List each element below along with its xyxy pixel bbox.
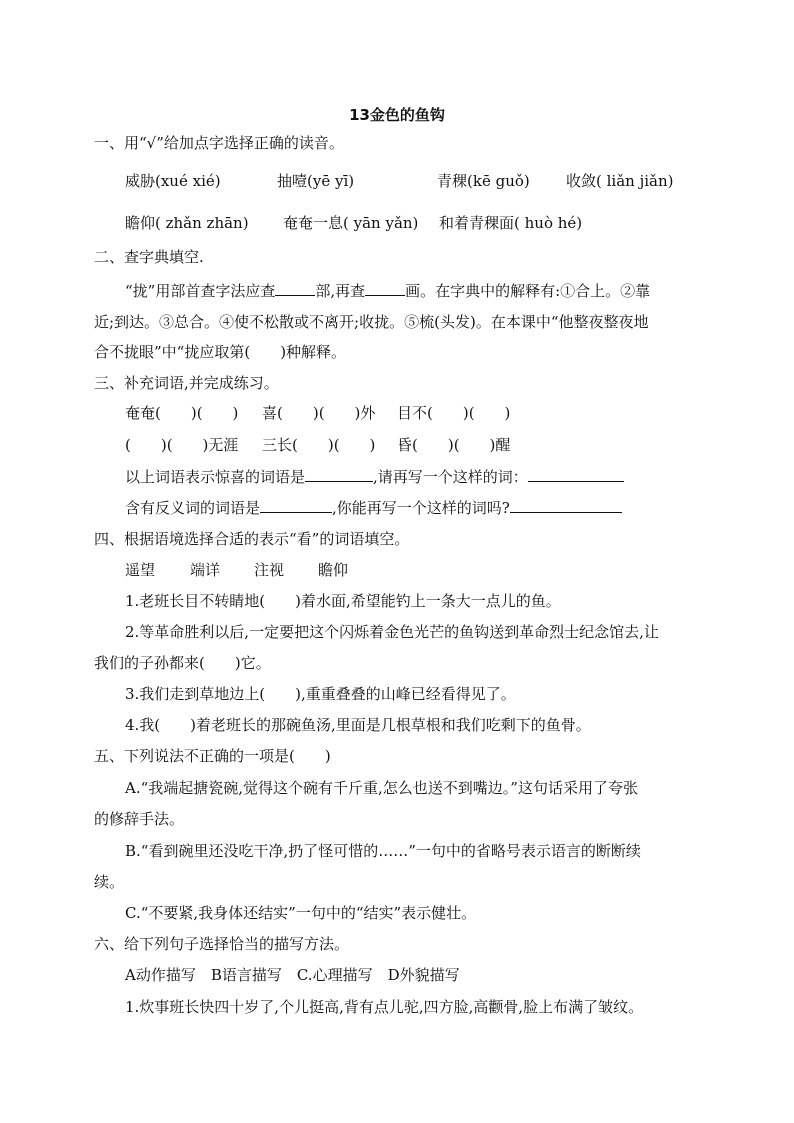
pinyin-item: 青稞(kē guǒ) bbox=[437, 172, 530, 190]
idiom-item: 三长( )( ) bbox=[262, 436, 376, 454]
idiom-item: 目不( )( ) bbox=[397, 404, 511, 422]
section2-heading: 二、查字典填空. bbox=[94, 248, 204, 266]
pinyin-item: 奄奄一息( yān yǎn) bbox=[283, 214, 419, 232]
text-segment: ,请再写一个这样的词： bbox=[373, 468, 528, 486]
pinyin-item: 和着青稞面( huò hé) bbox=[439, 214, 583, 232]
word-option: 遥望 bbox=[125, 561, 156, 579]
section4-heading: 四、根据语境选择合适的表示“看”的词语填空。 bbox=[94, 530, 410, 548]
answer-blank[interactable] bbox=[510, 498, 622, 513]
word-option: 瞻仰 bbox=[318, 561, 349, 579]
text-segment: 以上词语表示惊喜的词语是 bbox=[125, 468, 306, 486]
section2-para-line: 合不拢眼”中“拢应取第( )种解释。 bbox=[94, 343, 347, 361]
section5-option: A.“我端起搪瓷碗,觉得这个碗有千斤重,怎么也送不到嘴边。”这句话采用了夸张 bbox=[125, 779, 638, 797]
page-title: 13金色的鱼钩 bbox=[349, 106, 445, 124]
word-option: 注视 bbox=[254, 561, 285, 579]
pinyin-item: 抽噎(yē yī) bbox=[277, 172, 355, 190]
section4-item: 1.老班长目不转睛地( )着水面,希望能钓上一条大一点儿的鱼。 bbox=[125, 592, 561, 610]
idiom-item: 昏( )( )醒 bbox=[397, 436, 511, 454]
section4-item: 我们的子孙都来( )它。 bbox=[94, 654, 271, 672]
section2-para-line bbox=[125, 280, 650, 302]
pinyin-item: 收敛( liǎn jiǎn) bbox=[566, 172, 674, 190]
section4-item: 3.我们走到草地边上( ),重重叠叠的山峰已经看得见了。 bbox=[125, 685, 516, 703]
section5-option: C.“不要紧,我身体还结实”一句中的“结实”表示健壮。 bbox=[125, 904, 477, 922]
answer-blank[interactable] bbox=[528, 467, 624, 482]
text-segment: “拢”用部首查字法应查 bbox=[125, 282, 276, 300]
text-segment: ,你能再写一个这样的词吗? bbox=[332, 499, 510, 517]
pinyin-item: 威胁(xué xié) bbox=[125, 172, 221, 190]
word-option: 端详 bbox=[190, 561, 221, 579]
section6-item: 1.炊事班长快四十岁了,个儿挺高,背有点儿驼,四方脸,高颧骨,脸上布满了皱纹。 bbox=[125, 998, 644, 1016]
section2-para-line: 近;到达。③总合。④使不松散或不离开;收拢。⑤梳(头发)。在本课中“他整夜整夜地 bbox=[94, 313, 649, 331]
section3-question bbox=[125, 466, 624, 488]
section4-item: 4.我( )着老班长的那碗鱼汤,里面是几根草根和我们吃剩下的鱼骨。 bbox=[125, 716, 591, 734]
section5-option: B.“看到碗里还没吃干净,扔了怪可惜的……”一句中的省略号表示语言的断断续 bbox=[125, 842, 641, 860]
idiom-item: 喜( )( )外 bbox=[262, 404, 376, 422]
text-segment: 含有反义词的词语是 bbox=[125, 499, 261, 517]
answer-blank[interactable] bbox=[305, 467, 373, 482]
section3-heading: 三、补充词语,并完成练习。 bbox=[94, 374, 279, 392]
section4-item: 2.等革命胜利以后,一定要把这个闪烁着金色光芒的鱼钩送到革命烈士纪念馆去,让 bbox=[125, 623, 659, 641]
text-segment: 部,再查 bbox=[315, 282, 366, 300]
section6-heading: 六、给下列句子选择恰当的描写方法。 bbox=[94, 935, 350, 953]
section5-option: 续。 bbox=[94, 873, 125, 891]
pinyin-item: 瞻仰( zhǎn zhān) bbox=[125, 214, 249, 232]
section6-options: A动作描写 B语言描写 C.心理描写 D外貌描写 bbox=[125, 966, 460, 984]
idiom-item: 奄奄( )( ) bbox=[125, 404, 239, 422]
section5-option: 的修辞手法。 bbox=[94, 810, 185, 828]
section5-heading: 五、下列说法不正确的一项是( ) bbox=[94, 747, 331, 765]
answer-blank[interactable] bbox=[260, 498, 332, 513]
text-segment: 画。在字典中的解释有:①合上。②靠 bbox=[405, 282, 651, 300]
idiom-item: ( )( )无涯 bbox=[125, 436, 239, 454]
section1-heading: 一、用“√”给加点字选择正确的读音。 bbox=[94, 134, 344, 152]
answer-blank[interactable] bbox=[365, 281, 405, 296]
answer-blank[interactable] bbox=[275, 281, 315, 296]
section3-question bbox=[125, 497, 622, 519]
